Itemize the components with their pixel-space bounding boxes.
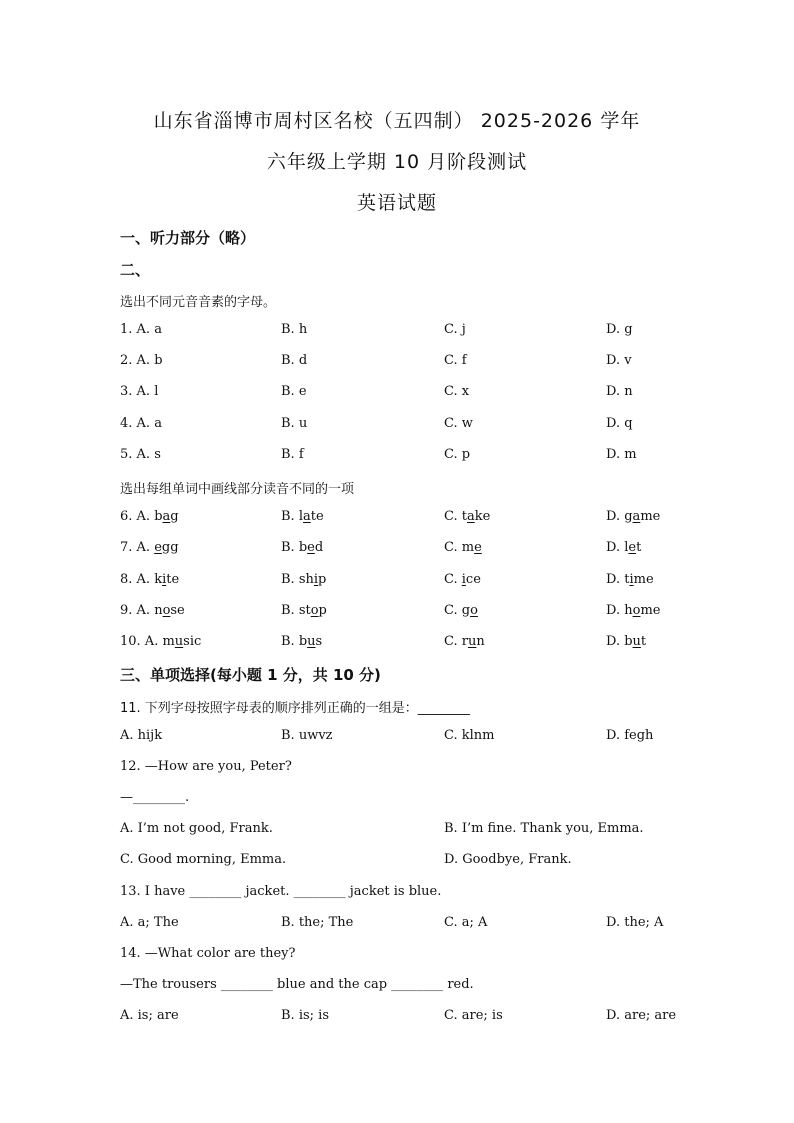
section-2-heading: 二、 bbox=[120, 261, 151, 279]
option-d: D. v bbox=[606, 353, 632, 368]
title-line-2: 六年级上学期 10 月阶段测试 bbox=[266, 151, 528, 173]
option-a: 10. A. music bbox=[120, 634, 202, 649]
question-14-stem: 14. —What color are they? bbox=[120, 946, 296, 961]
option-a: 4. A. a bbox=[120, 416, 162, 431]
option-c: C. j bbox=[444, 322, 466, 337]
underlined-part: o bbox=[310, 603, 319, 618]
underlined-part: u bbox=[307, 634, 316, 649]
option-d: D. let bbox=[606, 540, 642, 555]
option-b: B. the; The bbox=[281, 915, 354, 930]
option-c: C. a; A bbox=[444, 915, 488, 930]
question-12-answer-line: —________. bbox=[120, 790, 190, 805]
option-c: C. w bbox=[444, 416, 473, 431]
option-c: C. p bbox=[444, 447, 471, 462]
option-a: A. a; The bbox=[120, 915, 179, 930]
option-d: D. n bbox=[606, 384, 633, 399]
option-c: C. go bbox=[444, 603, 478, 618]
question-row bbox=[0, 852, 794, 872]
option-a: 6. A. bag bbox=[120, 509, 179, 524]
option-d: D. g bbox=[606, 322, 633, 337]
question-row bbox=[0, 728, 794, 748]
option-a: 2. A. b bbox=[120, 353, 163, 368]
underlined-part: o bbox=[632, 603, 641, 618]
option-d: D. but bbox=[606, 634, 647, 649]
question-row bbox=[0, 915, 794, 935]
option-c: C. me bbox=[444, 540, 482, 555]
option-d: D. m bbox=[606, 447, 637, 462]
option-c: C. f bbox=[444, 353, 467, 368]
question-row bbox=[0, 821, 794, 841]
question-row bbox=[0, 322, 794, 342]
instruction-letters: 选出不同元音音素的字母。 bbox=[120, 295, 277, 310]
title-line-1: 山东省淄博市周村区名校（五四制） 2025-2026 学年 bbox=[153, 110, 641, 132]
question-13-stem: 13. I have ________ jacket. ________ jacket is blue. bbox=[120, 884, 442, 899]
underlined-part: i bbox=[461, 572, 466, 587]
underlined-part: u bbox=[467, 634, 477, 649]
option-a: A. I’m not good, Frank. bbox=[120, 821, 273, 836]
option-d: D. q bbox=[606, 416, 633, 431]
option-b: B. bus bbox=[281, 634, 323, 649]
question-row bbox=[0, 447, 794, 467]
option-b: B. uwvz bbox=[281, 728, 333, 743]
option-a: 3. A. l bbox=[120, 384, 159, 399]
question-11-stem: 11. 下列字母按照字母表的顺序排列正确的一组是：________ bbox=[120, 701, 470, 716]
option-a: 8. A. kite bbox=[120, 572, 180, 587]
question-12-stem: 12. —How are you, Peter? bbox=[120, 759, 292, 774]
underlined-part: u bbox=[174, 634, 184, 649]
option-b: B. h bbox=[281, 322, 308, 337]
underlined-part: a bbox=[632, 509, 641, 524]
question-14-line-2: —The trousers ________ blue and the cap ________ red. bbox=[120, 977, 474, 992]
option-d: D. home bbox=[606, 603, 661, 618]
underlined-part: i bbox=[629, 572, 634, 587]
underlined-part: i bbox=[162, 572, 167, 587]
underlined-part: o bbox=[470, 603, 478, 618]
underlined-part: a bbox=[302, 509, 311, 524]
option-b: B. I’m fine. Thank you, Emma. bbox=[444, 821, 644, 836]
underlined-part: a bbox=[162, 509, 171, 524]
underlined-part: i bbox=[313, 572, 319, 587]
option-a: 7. A. egg bbox=[120, 540, 179, 555]
underlined-part: u bbox=[632, 634, 641, 649]
section-3-heading: 三、单项选择(每小题 1 分，共 10 分) bbox=[120, 666, 381, 684]
option-b: B. u bbox=[281, 416, 308, 431]
option-c: C. are; is bbox=[444, 1008, 503, 1023]
option-a: 1. A. a bbox=[120, 322, 162, 337]
option-b: B. is; is bbox=[281, 1008, 329, 1023]
option-c: C. ice bbox=[444, 572, 481, 587]
underlined-part: e bbox=[307, 540, 315, 555]
question-row bbox=[0, 509, 794, 529]
option-b: B. f bbox=[281, 447, 304, 462]
option-d: D. game bbox=[606, 509, 661, 524]
section-1-heading: 一、听力部分（略） bbox=[120, 229, 256, 247]
question-row bbox=[0, 572, 794, 592]
option-c: C. x bbox=[444, 384, 470, 399]
option-c: C. klnm bbox=[444, 728, 495, 743]
option-d: D. Goodbye, Frank. bbox=[444, 852, 572, 867]
underlined-part: e bbox=[628, 540, 637, 555]
option-b: B. d bbox=[281, 353, 308, 368]
option-c: C. run bbox=[444, 634, 485, 649]
option-d: D. fegh bbox=[606, 728, 654, 743]
instruction-words: 选出每组单词中画线部分读音不同的一项 bbox=[120, 482, 355, 497]
option-d: D. the; A bbox=[606, 915, 664, 930]
question-row bbox=[0, 540, 794, 560]
option-b: B. bed bbox=[281, 540, 324, 555]
question-row bbox=[0, 416, 794, 436]
question-row bbox=[0, 603, 794, 623]
title-line-3: 英语试题 bbox=[356, 192, 437, 214]
underlined-part: e bbox=[154, 540, 162, 555]
option-b: B. stop bbox=[281, 603, 327, 618]
question-row bbox=[0, 384, 794, 404]
option-a: A. is; are bbox=[120, 1008, 179, 1023]
option-a: A. hijk bbox=[120, 728, 163, 743]
option-b: B. ship bbox=[281, 572, 327, 587]
option-b: B. e bbox=[281, 384, 307, 399]
underlined-part: a bbox=[466, 509, 475, 524]
question-row bbox=[0, 353, 794, 373]
option-a: 5. A. s bbox=[120, 447, 161, 462]
option-d: D. are; are bbox=[606, 1008, 677, 1023]
question-row bbox=[0, 1008, 794, 1028]
option-a: 9. A. nose bbox=[120, 603, 185, 618]
underlined-part: o bbox=[162, 603, 171, 618]
underlined-part: e bbox=[474, 540, 482, 555]
option-b: B. late bbox=[281, 509, 324, 524]
option-c: C. Good morning, Emma. bbox=[120, 852, 287, 867]
option-d: D. time bbox=[606, 572, 654, 587]
question-row bbox=[0, 634, 794, 654]
option-c: C. take bbox=[444, 509, 491, 524]
